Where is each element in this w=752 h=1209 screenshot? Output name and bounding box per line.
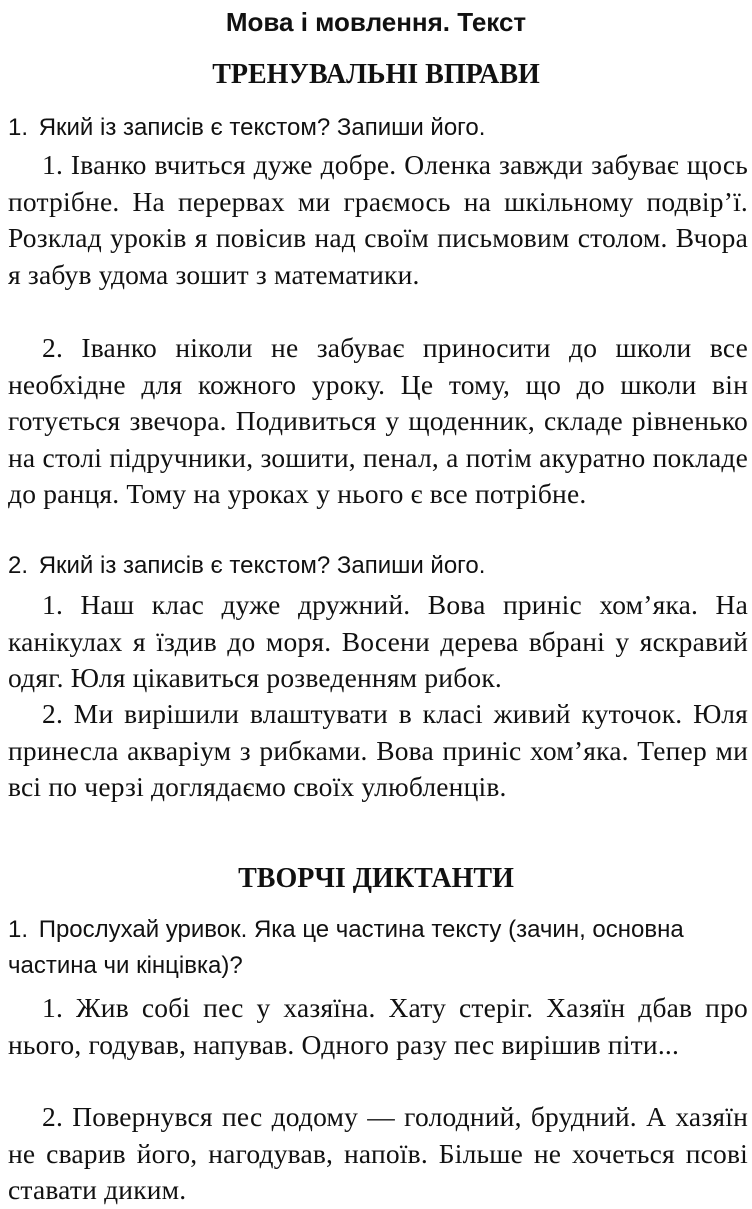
exercise-1-prompt (8, 110, 748, 146)
exercise-1-number: 1. (8, 114, 29, 141)
exercise-1-text: Який із записів є текстом? Запиши його. (38, 114, 486, 141)
exercise-2-prompt (8, 548, 748, 584)
exercise-2-number: 2. (8, 552, 29, 579)
dictation-1-option-1: 1. Жив собі пес у хазяїна. Хату стеріг. Хазяїн дбав про нього, годував, напував. Одного разу пес вирішив піти... (8, 992, 748, 1060)
exercise-2-option-1: 1. Наш клас дуже дружний. Вова приніс хом’яка. На канікулах я їздив до моря. Восени дерева вбрані у яскравий одяг. Юля цікавиться розведенням рибок. (8, 589, 748, 693)
dictation-1-text: Прослухай уривок. Яка це частина тексту (зачин, основна частина чи кінцівка)? (8, 916, 684, 979)
section-title-exercises: ТРЕНУВАЛЬНІ ВПРАВИ (212, 59, 540, 90)
exercise-1-option-1: 1. Іванко вчиться дуже добре. Оленка завжди забуває щось потрібне. На перервах ми граємось на шкільному подвір’ї. Розклад уроків я повісив над своїм письмовим столом. Вчора я забув удома зошит з математики. (8, 149, 748, 290)
dictation-1-option-2: 2. Повернувся пес додому — голодний, брудний. А хазяїн не сварив його, нагодував, напоїв. Більше не хочеться псові ставати диким. (8, 1101, 748, 1205)
exercise-2-option-2: 2. Ми вирішили влаштувати в класі живий куточок. Юля принесла акваріум з рибками. Вова приніс хом’яка. Тепер ми всі по черзі доглядаємо своїх улюбленців. (8, 698, 748, 802)
exercise-1-option-2: 2. Іванко ніколи не забуває приносити до школи все необхідне для кожного уроку. Це тому, що до школи він готується звечора. Подивиться у щоденник, складе рівненько на столі підручники, зошити, пенал, а потім акуратно покладе до ранця. Тому на уроках у нього є все потрібне. (8, 332, 748, 509)
exercise-2-text: Який із записів є текстом? Запиши його. (38, 552, 486, 579)
dictation-1-prompt (8, 912, 748, 984)
dictation-1-number: 1. (8, 916, 29, 943)
chapter-title: Мова і мовлення. Текст (225, 7, 527, 37)
section-title-dictations: ТВОРЧІ ДИКТАНТИ (238, 863, 514, 894)
